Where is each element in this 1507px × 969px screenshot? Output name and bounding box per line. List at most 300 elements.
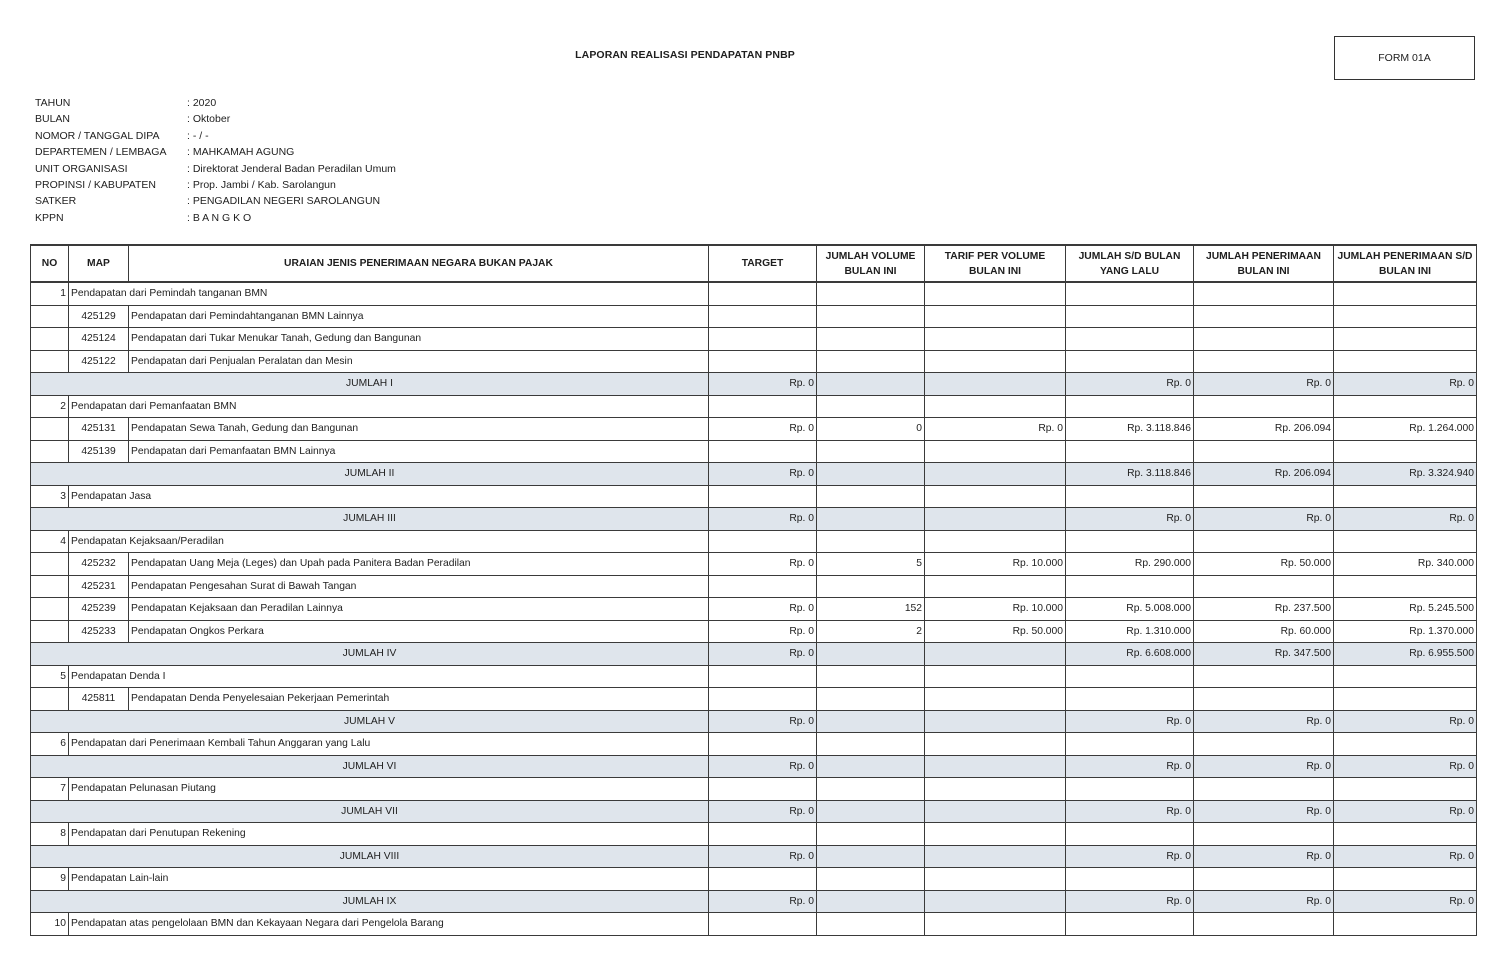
- penerimaan-sd-bulan-ini-total: Rp. 0: [1334, 890, 1477, 913]
- penerimaan-bulan-ini-value: [1194, 688, 1334, 711]
- target-value: [709, 328, 817, 351]
- empty-cell: [1194, 485, 1334, 508]
- penerimaan-bulan-ini-total: Rp. 347.500: [1194, 643, 1334, 666]
- empty-cell: [1334, 778, 1477, 801]
- empty-cell: [31, 440, 69, 463]
- section-number: 1: [31, 282, 69, 305]
- empty-cell: [1194, 913, 1334, 936]
- penerimaan-sd-bulan-ini-total: Rp. 0: [1334, 800, 1477, 823]
- volume-value: [817, 688, 925, 711]
- section-title: Pendapatan dari Penerimaan Kembali Tahun Anggaran yang Lalu: [69, 733, 709, 756]
- section-title: Pendapatan atas pengelolaan BMN dan Kekayaan Negara dari Pengelola Barang: [69, 913, 709, 936]
- penerimaan-bulan-ini-total: Rp. 0: [1194, 755, 1334, 778]
- penerimaan-sd-bulan-ini-value: [1334, 440, 1477, 463]
- empty-cell: [1334, 733, 1477, 756]
- target-value: Rp. 0: [709, 418, 817, 441]
- penerimaan-sd-bulan-ini-total: Rp. 0: [1334, 755, 1477, 778]
- report-title: LAPORAN REALISASI PENDAPATAN PNBP: [575, 49, 795, 61]
- meta-label: SATKER: [35, 195, 77, 208]
- volume-total: [817, 508, 925, 531]
- target-total: Rp. 0: [709, 710, 817, 733]
- sd-bulan-lalu-value: Rp. 1.310.000: [1066, 620, 1194, 643]
- penerimaan-bulan-ini-value: Rp. 237.500: [1194, 598, 1334, 621]
- empty-cell: [31, 418, 69, 441]
- penerimaan-bulan-ini-value: [1194, 350, 1334, 373]
- tarif-value: Rp. 0: [925, 418, 1066, 441]
- form-code-box: [1334, 36, 1475, 80]
- penerimaan-sd-bulan-ini-total: Rp. 6.955.500: [1334, 643, 1477, 666]
- total-row: [31, 643, 1477, 666]
- column-header-volume: JUMLAH VOLUME BULAN INI: [817, 245, 925, 282]
- sd-bulan-lalu-total: Rp. 0: [1066, 508, 1194, 531]
- empty-cell: [1066, 282, 1194, 305]
- empty-cell: [31, 328, 69, 351]
- meta-value: : Direktorat Jenderal Badan Peradilan Umum: [187, 162, 396, 175]
- tarif-value: [925, 350, 1066, 373]
- map-code: 425129: [69, 305, 129, 328]
- target-value: [709, 305, 817, 328]
- penerimaan-bulan-ini-total: Rp. 0: [1194, 508, 1334, 531]
- item-description: Pendapatan Kejaksaan dan Peradilan Lainnya: [129, 598, 709, 621]
- map-code: 425232: [69, 553, 129, 576]
- map-code: 425231: [69, 575, 129, 598]
- table-row: [31, 620, 1477, 643]
- meta-label: DEPARTEMEN / LEMBAGA: [35, 146, 167, 159]
- report-metadata: [35, 95, 396, 226]
- empty-cell: [1334, 665, 1477, 688]
- empty-cell: [925, 665, 1066, 688]
- empty-cell: [1066, 913, 1194, 936]
- empty-cell: [709, 868, 817, 891]
- empty-cell: [1334, 282, 1477, 305]
- form-code: FORM 01A: [1378, 52, 1431, 64]
- volume-value: [817, 575, 925, 598]
- item-description: Pendapatan dari Penjualan Peralatan dan Mesin: [129, 350, 709, 373]
- tarif-value: Rp. 10.000: [925, 598, 1066, 621]
- target-total: Rp. 0: [709, 373, 817, 396]
- item-description: Pendapatan Sewa Tanah, Gedung dan Bangunan: [129, 418, 709, 441]
- empty-cell: [817, 485, 925, 508]
- penerimaan-sd-bulan-ini-value: [1334, 350, 1477, 373]
- target-total: Rp. 0: [709, 890, 817, 913]
- tarif-value: [925, 305, 1066, 328]
- penerimaan-sd-bulan-ini-total: Rp. 0: [1334, 373, 1477, 396]
- empty-cell: [1066, 733, 1194, 756]
- penerimaan-bulan-ini-total: Rp. 0: [1194, 710, 1334, 733]
- penerimaan-sd-bulan-ini-value: [1334, 575, 1477, 598]
- tarif-total: [925, 508, 1066, 531]
- meta-row-satker: [35, 193, 396, 209]
- section-number: 7: [31, 778, 69, 801]
- section-title: Pendapatan Lain-lain: [69, 868, 709, 891]
- total-row: [31, 463, 1477, 486]
- empty-cell: [709, 282, 817, 305]
- table-row: [31, 305, 1477, 328]
- target-value: [709, 440, 817, 463]
- empty-cell: [817, 913, 925, 936]
- empty-cell: [817, 665, 925, 688]
- meta-value: : 2020: [187, 97, 217, 109]
- penerimaan-sd-bulan-ini-value: [1334, 328, 1477, 351]
- target-total: Rp. 0: [709, 463, 817, 486]
- penerimaan-bulan-ini-total: Rp. 0: [1194, 890, 1334, 913]
- item-description: Pendapatan dari Pemindahtanganan BMN Lainnya: [129, 305, 709, 328]
- volume-value: [817, 305, 925, 328]
- tarif-total: [925, 463, 1066, 486]
- empty-cell: [1194, 665, 1334, 688]
- target-value: [709, 350, 817, 373]
- empty-cell: [1334, 485, 1477, 508]
- section-number: 10: [31, 913, 69, 936]
- empty-cell: [925, 868, 1066, 891]
- table-row: [31, 418, 1477, 441]
- section-row: [31, 733, 1477, 756]
- penerimaan-sd-bulan-ini-value: Rp. 1.370.000: [1334, 620, 1477, 643]
- target-value: [709, 575, 817, 598]
- map-code: 425124: [69, 328, 129, 351]
- sd-bulan-lalu-total: Rp. 0: [1066, 890, 1194, 913]
- empty-cell: [709, 913, 817, 936]
- meta-label: KPPN: [35, 211, 64, 224]
- section-number: 4: [31, 530, 69, 553]
- sd-bulan-lalu-value: [1066, 328, 1194, 351]
- target-value: Rp. 0: [709, 553, 817, 576]
- section-number: 8: [31, 823, 69, 846]
- section-row: [31, 665, 1477, 688]
- volume-total: [817, 755, 925, 778]
- penerimaan-bulan-ini-total: Rp. 0: [1194, 800, 1334, 823]
- sd-bulan-lalu-value: [1066, 350, 1194, 373]
- total-label: JUMLAH IX: [31, 890, 709, 913]
- empty-cell: [925, 913, 1066, 936]
- section-number: 3: [31, 485, 69, 508]
- empty-cell: [1194, 778, 1334, 801]
- map-code: 425122: [69, 350, 129, 373]
- total-row: [31, 755, 1477, 778]
- volume-value: 152: [817, 598, 925, 621]
- tarif-total: [925, 890, 1066, 913]
- empty-cell: [925, 530, 1066, 553]
- empty-cell: [31, 620, 69, 643]
- total-label: JUMLAH IV: [31, 643, 709, 666]
- tarif-total: [925, 755, 1066, 778]
- empty-cell: [1194, 282, 1334, 305]
- meta-row-kppn: [35, 210, 396, 226]
- volume-value: [817, 350, 925, 373]
- total-label: JUMLAH VI: [31, 755, 709, 778]
- penerimaan-sd-bulan-ini-total: Rp. 0: [1334, 710, 1477, 733]
- section-row: [31, 395, 1477, 418]
- sd-bulan-lalu-value: [1066, 305, 1194, 328]
- map-code: 425131: [69, 418, 129, 441]
- item-description: Pendapatan Pengesahan Surat di Bawah Tangan: [129, 575, 709, 598]
- penerimaan-bulan-ini-value: [1194, 575, 1334, 598]
- volume-value: 2: [817, 620, 925, 643]
- penerimaan-bulan-ini-total: Rp. 0: [1194, 373, 1334, 396]
- total-row: [31, 800, 1477, 823]
- penerimaan-sd-bulan-ini-value: Rp. 5.245.500: [1334, 598, 1477, 621]
- sd-bulan-lalu-value: Rp. 5.008.000: [1066, 598, 1194, 621]
- meta-value: : MAHKAMAH AGUNG: [187, 146, 295, 159]
- meta-row-propinsi: [35, 177, 396, 193]
- empty-cell: [31, 305, 69, 328]
- empty-cell: [709, 665, 817, 688]
- total-label: JUMLAH I: [31, 373, 709, 396]
- section-row: [31, 913, 1477, 936]
- meta-value: : - / -: [187, 129, 209, 142]
- section-title: Pendapatan Denda I: [69, 665, 709, 688]
- empty-cell: [1194, 733, 1334, 756]
- pnbp-report-table: [30, 244, 1477, 936]
- tarif-value: [925, 440, 1066, 463]
- section-number: 9: [31, 868, 69, 891]
- empty-cell: [1334, 868, 1477, 891]
- section-number: 5: [31, 665, 69, 688]
- empty-cell: [31, 575, 69, 598]
- map-code: 425239: [69, 598, 129, 621]
- volume-total: [817, 800, 925, 823]
- section-title: Pendapatan Kejaksaan/Peradilan: [69, 530, 709, 553]
- map-code: 425811: [69, 688, 129, 711]
- penerimaan-bulan-ini-value: [1194, 328, 1334, 351]
- tarif-total: [925, 710, 1066, 733]
- empty-cell: [709, 778, 817, 801]
- section-row: [31, 868, 1477, 891]
- empty-cell: [925, 733, 1066, 756]
- meta-label: NOMOR / TANGGAL DIPA: [35, 129, 160, 142]
- penerimaan-sd-bulan-ini-value: Rp. 340.000: [1334, 553, 1477, 576]
- table-body: [31, 282, 1477, 935]
- sd-bulan-lalu-total: Rp. 0: [1066, 800, 1194, 823]
- total-label: JUMLAH VIII: [31, 845, 709, 868]
- meta-row-unit: [35, 161, 396, 177]
- target-total: Rp. 0: [709, 845, 817, 868]
- section-row: [31, 282, 1477, 305]
- total-row: [31, 890, 1477, 913]
- section-title: Pendapatan dari Penutupan Rekening: [69, 823, 709, 846]
- meta-row-dipa: [35, 128, 396, 144]
- table-row: [31, 688, 1477, 711]
- sd-bulan-lalu-value: [1066, 440, 1194, 463]
- penerimaan-bulan-ini-value: Rp. 50.000: [1194, 553, 1334, 576]
- target-value: [709, 688, 817, 711]
- meta-value: : PENGADILAN NEGERI SAROLANGUN: [187, 195, 381, 208]
- penerimaan-bulan-ini-total: Rp. 0: [1194, 845, 1334, 868]
- total-row: [31, 508, 1477, 531]
- empty-cell: [817, 868, 925, 891]
- tarif-value: [925, 575, 1066, 598]
- penerimaan-sd-bulan-ini-value: Rp. 1.264.000: [1334, 418, 1477, 441]
- penerimaan-sd-bulan-ini-total: Rp. 3.324.940: [1334, 463, 1477, 486]
- meta-value: : Oktober: [187, 113, 231, 126]
- empty-cell: [1334, 823, 1477, 846]
- empty-cell: [817, 395, 925, 418]
- meta-row-departemen: [35, 144, 396, 160]
- empty-cell: [1066, 868, 1194, 891]
- empty-cell: [1334, 530, 1477, 553]
- target-total: Rp. 0: [709, 643, 817, 666]
- empty-cell: [817, 733, 925, 756]
- section-number: 6: [31, 733, 69, 756]
- column-header-uraian: URAIAN JENIS PENERIMAAN NEGARA BUKAN PAJAK: [129, 245, 709, 282]
- empty-cell: [709, 733, 817, 756]
- empty-cell: [709, 485, 817, 508]
- target-total: Rp. 0: [709, 508, 817, 531]
- total-label: JUMLAH II: [31, 463, 709, 486]
- tarif-total: [925, 800, 1066, 823]
- tarif-value: [925, 328, 1066, 351]
- section-title: Pendapatan Pelunasan Piutang: [69, 778, 709, 801]
- table-row: [31, 598, 1477, 621]
- empty-cell: [817, 778, 925, 801]
- map-code: 425139: [69, 440, 129, 463]
- column-header-penerimaan-sd-bulan-ini: JUMLAH PENERIMAAN S/D BULAN INI: [1334, 245, 1477, 282]
- total-label: JUMLAH V: [31, 710, 709, 733]
- target-value: Rp. 0: [709, 620, 817, 643]
- sd-bulan-lalu-value: [1066, 688, 1194, 711]
- empty-cell: [31, 598, 69, 621]
- total-row: [31, 710, 1477, 733]
- empty-cell: [709, 823, 817, 846]
- penerimaan-bulan-ini-value: [1194, 305, 1334, 328]
- sd-bulan-lalu-total: Rp. 0: [1066, 755, 1194, 778]
- empty-cell: [925, 778, 1066, 801]
- meta-label: PROPINSI / KABUPATEN: [35, 178, 156, 191]
- penerimaan-bulan-ini-value: [1194, 440, 1334, 463]
- tarif-value: [925, 688, 1066, 711]
- meta-label: UNIT ORGANISASI: [35, 162, 128, 175]
- sd-bulan-lalu-total: Rp. 6.608.000: [1066, 643, 1194, 666]
- volume-total: [817, 710, 925, 733]
- sd-bulan-lalu-total: Rp. 0: [1066, 373, 1194, 396]
- meta-row-bulan: [35, 111, 396, 127]
- section-number: 2: [31, 395, 69, 418]
- empty-cell: [1066, 823, 1194, 846]
- total-row: [31, 845, 1477, 868]
- tarif-value: Rp. 10.000: [925, 553, 1066, 576]
- sd-bulan-lalu-total: Rp. 0: [1066, 845, 1194, 868]
- empty-cell: [31, 688, 69, 711]
- penerimaan-sd-bulan-ini-total: Rp. 0: [1334, 845, 1477, 868]
- empty-cell: [925, 485, 1066, 508]
- item-description: Pendapatan dari Pemanfaatan BMN Lainnya: [129, 440, 709, 463]
- empty-cell: [1066, 665, 1194, 688]
- volume-value: 5: [817, 553, 925, 576]
- total-row: [31, 373, 1477, 396]
- target-value: Rp. 0: [709, 598, 817, 621]
- table-row: [31, 575, 1477, 598]
- penerimaan-sd-bulan-ini-total: Rp. 0: [1334, 508, 1477, 531]
- empty-cell: [1334, 395, 1477, 418]
- table-row: [31, 553, 1477, 576]
- empty-cell: [709, 395, 817, 418]
- penerimaan-sd-bulan-ini-value: [1334, 305, 1477, 328]
- column-header-sd-bulan-lalu: JUMLAH S/D BULAN YANG LALU: [1066, 245, 1194, 282]
- item-description: Pendapatan Uang Meja (Leges) dan Upah pada Panitera Badan Peradilan: [129, 553, 709, 576]
- penerimaan-bulan-ini-total: Rp. 206.094: [1194, 463, 1334, 486]
- volume-total: [817, 373, 925, 396]
- volume-value: 0: [817, 418, 925, 441]
- empty-cell: [1194, 395, 1334, 418]
- volume-total: [817, 463, 925, 486]
- meta-value: : Prop. Jambi / Kab. Sarolangun: [187, 178, 336, 191]
- empty-cell: [1194, 868, 1334, 891]
- meta-label: BULAN: [35, 113, 71, 126]
- section-row: [31, 530, 1477, 553]
- sd-bulan-lalu-total: Rp. 0: [1066, 710, 1194, 733]
- tarif-total: [925, 373, 1066, 396]
- penerimaan-bulan-ini-value: Rp. 206.094: [1194, 418, 1334, 441]
- volume-total: [817, 845, 925, 868]
- volume-total: [817, 890, 925, 913]
- meta-label: TAHUN: [35, 97, 71, 109]
- section-title: Pendapatan Jasa: [69, 485, 709, 508]
- tarif-total: [925, 845, 1066, 868]
- empty-cell: [709, 530, 817, 553]
- table-row: [31, 440, 1477, 463]
- empty-cell: [1066, 530, 1194, 553]
- section-row: [31, 778, 1477, 801]
- empty-cell: [1194, 530, 1334, 553]
- target-total: Rp. 0: [709, 800, 817, 823]
- empty-cell: [31, 553, 69, 576]
- empty-cell: [1066, 485, 1194, 508]
- meta-row-tahun: [35, 95, 396, 111]
- column-header-target: TARGET: [709, 245, 817, 282]
- section-title: Pendapatan dari Pemindah tanganan BMN: [69, 282, 709, 305]
- section-title: Pendapatan dari Pemanfaatan BMN: [69, 395, 709, 418]
- table-row: [31, 328, 1477, 351]
- section-row: [31, 823, 1477, 846]
- volume-value: [817, 440, 925, 463]
- target-total: Rp. 0: [709, 755, 817, 778]
- empty-cell: [925, 282, 1066, 305]
- empty-cell: [1066, 395, 1194, 418]
- empty-cell: [817, 282, 925, 305]
- column-header-no: NO: [31, 245, 69, 282]
- empty-cell: [817, 530, 925, 553]
- column-header-penerimaan-bulan-ini: JUMLAH PENERIMAAN BULAN INI: [1194, 245, 1334, 282]
- tarif-value: Rp. 50.000: [925, 620, 1066, 643]
- volume-total: [817, 643, 925, 666]
- empty-cell: [31, 350, 69, 373]
- empty-cell: [817, 823, 925, 846]
- empty-cell: [1334, 913, 1477, 936]
- map-code: 425233: [69, 620, 129, 643]
- penerimaan-bulan-ini-value: Rp. 60.000: [1194, 620, 1334, 643]
- section-row: [31, 485, 1477, 508]
- item-description: Pendapatan Ongkos Perkara: [129, 620, 709, 643]
- penerimaan-sd-bulan-ini-value: [1334, 688, 1477, 711]
- volume-value: [817, 328, 925, 351]
- empty-cell: [925, 823, 1066, 846]
- meta-value: : B A N G K O: [187, 211, 252, 224]
- item-description: Pendapatan dari Tukar Menukar Tanah, Gedung dan Bangunan: [129, 328, 709, 351]
- table-row: [31, 350, 1477, 373]
- column-header-tarif: TARIF PER VOLUME BULAN INI: [925, 245, 1066, 282]
- empty-cell: [1066, 778, 1194, 801]
- item-description: Pendapatan Denda Penyelesaian Pekerjaan Pemerintah: [129, 688, 709, 711]
- tarif-total: [925, 643, 1066, 666]
- sd-bulan-lalu-total: Rp. 3.118.846: [1066, 463, 1194, 486]
- total-label: JUMLAH VII: [31, 800, 709, 823]
- sd-bulan-lalu-value: Rp. 290.000: [1066, 553, 1194, 576]
- sd-bulan-lalu-value: [1066, 575, 1194, 598]
- total-label: JUMLAH III: [31, 508, 709, 531]
- column-header-map: MAP: [69, 245, 129, 282]
- empty-cell: [925, 395, 1066, 418]
- empty-cell: [1194, 823, 1334, 846]
